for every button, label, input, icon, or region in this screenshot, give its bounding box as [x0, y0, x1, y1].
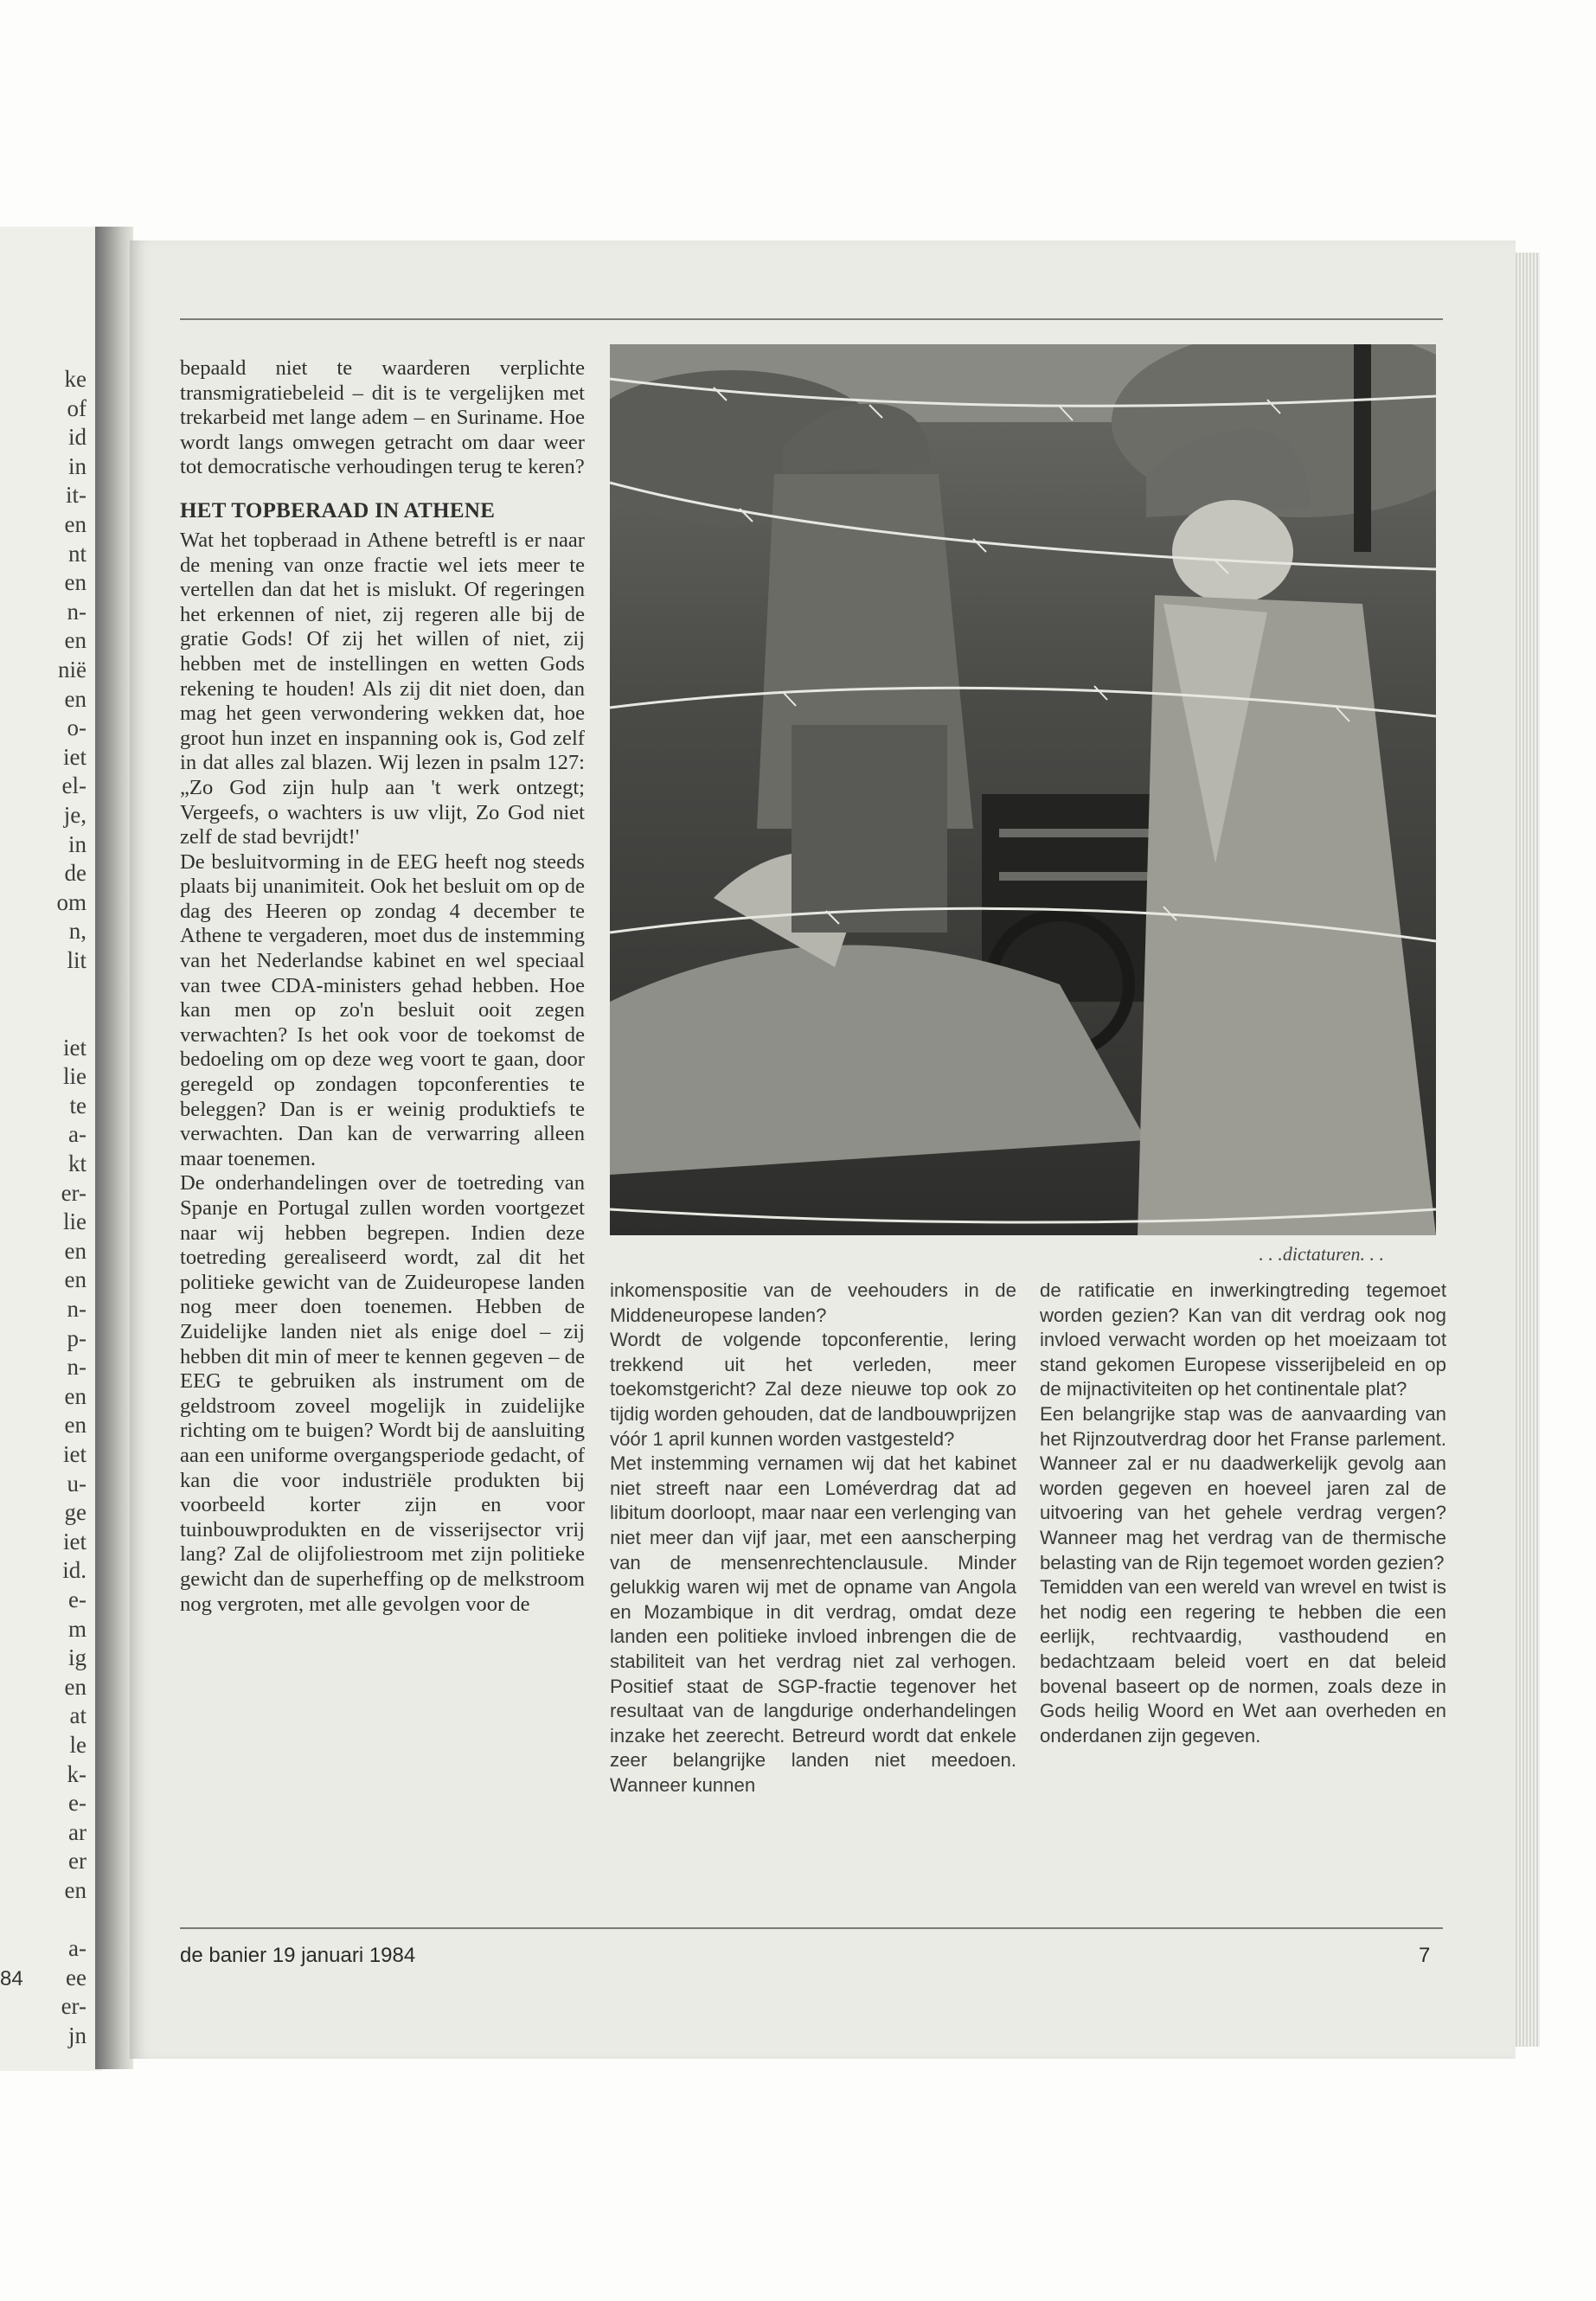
previous-page-fragment: er-: [61, 1993, 87, 2020]
previous-page-fragment: er: [68, 1848, 87, 1875]
previous-page-text-fragments: [56, 365, 87, 2050]
previous-page-fragment: ge: [64, 1499, 87, 1526]
previous-page-fragment: id: [67, 424, 87, 451]
previous-page-fragment: le: [69, 1731, 87, 1758]
previous-page-fragment: nt: [67, 540, 87, 567]
previous-page-fragment: en: [64, 1673, 87, 1700]
section-heading: HET TOPBERAAD IN ATHENE: [180, 498, 496, 522]
mid-paragraph-1: inkomenspositie van de veehouders in de Middeneuropese landen?: [610, 1279, 1016, 1326]
photo-illustration: [610, 344, 1436, 1235]
previous-page-fragment: it-: [66, 482, 87, 509]
previous-page-fragment: in: [67, 452, 87, 479]
previous-page-fragment: kt: [67, 1150, 87, 1177]
previous-page-fragment: a-: [68, 1121, 87, 1148]
previous-page-fragment: iet: [63, 1528, 87, 1554]
photo-soldiers-barbed-wire: [610, 344, 1436, 1235]
bottom-rule: [180, 1927, 1443, 1929]
left-paragraph-2: De besluitvorming in de EEG heeft nog steeds plaats bij unanimiteit. Ook het besluit om op de dag des Heeren op zondag 4 december te Athene te vergaderen, moet dus de instemming van het Nederlandse kabinet en wel speciaal van twee CDA-ministers gehad hebben. Hoe kan men op zo'n besluit ooit zegen verwachten? Is het ook voor de toekomst de bedoeling om op deze weg voort te gaan, door geregeld op zondagen topconferenties te beleggen? Dan is er weinig produktiefs te verwachten. Dan kan de verwarring alleen maar toenemen.: [180, 849, 585, 1170]
previous-page-fragment: e-: [68, 1586, 87, 1612]
right-paragraph-2: Een belangrijke stap was de aanvaarding van het Rijnzoutverdrag door het Franse parlement. Wanneer zal er nu daadwerkelijk gevolg aan worden gegeven en hoeveel jaren zal de uitvoering van het gehele verdrag vergen? Wanneer mag het verdrag van de thermische belasting van de Rijn tegemoet worden gezien?: [1040, 1402, 1446, 1574]
previous-page-strip: [0, 227, 102, 2071]
right-paragraph-3: Temidden van een wereld van wrevel en twist is het nodig een regering te hebben die een eerlijk, rechtvaardig, vasthoudend en bedachtzaam beleid voert en dat beleid bovenal baseert op de normen, zoals deze in Gods heilig Woord en Wet aan overheden en onderdanen zijn gegeven.: [1040, 1576, 1446, 1747]
previous-page-fragment: n-: [67, 1296, 87, 1322]
previous-page-fragment: o-: [67, 715, 87, 741]
previous-page-fragment: er-: [61, 1179, 87, 1206]
previous-page-fragment: iet: [63, 743, 87, 770]
previous-page-number: 84: [0, 1967, 23, 1990]
top-rule: [180, 318, 1443, 320]
previous-page-fragment: u-: [67, 1470, 87, 1497]
article-intro-paragraph: bepaald niet te waarderen verplichte transmigratiebeleid – dit is te vergelijken met trekarbeid met lange adem – en Suriname. Hoe wordt langs omwegen getracht om daar weer tot democratische verhoudingen terug te keren?: [180, 356, 585, 479]
previous-page-fragment: at: [69, 1702, 87, 1729]
previous-page-fragment: lit: [67, 946, 87, 973]
previous-page-fragment: ke: [64, 366, 87, 392]
previous-page-fragment: en: [64, 1266, 87, 1293]
previous-page-fragment: de: [64, 860, 87, 887]
previous-page-fragment: a-: [68, 1935, 87, 1962]
previous-page-fragment: ar: [68, 1818, 87, 1845]
previous-page-fragment: en: [64, 569, 87, 596]
previous-page-fragment: of: [67, 394, 87, 421]
previous-page-fragment: e-: [68, 1790, 87, 1817]
article-column-middle: [610, 1279, 1016, 1798]
book-binding-gutter: [95, 227, 133, 2069]
previous-page-fragment: iet: [63, 1034, 87, 1061]
previous-page-fragment: nië: [58, 656, 87, 683]
previous-page-fragment: en: [64, 1412, 87, 1439]
page-stack-edge: [1516, 253, 1540, 2047]
previous-page-fragment: om: [56, 888, 87, 915]
previous-page-fragment: en: [64, 1876, 87, 1903]
previous-page-fragment: lie: [63, 1208, 87, 1235]
previous-page-fragment: in: [67, 830, 87, 857]
left-paragraph-1: Wat het topberaad in Athene betreftl is er naar de mening van onze fractie wel iets meer te vertellen dan dat het is mislukt. Of regeringen het erkennen of niet, zij regeren alle bij de gratie Gods! Of zij het willen of niet, zij hebben met de instellingen en wetten Gods rekening te houden! Als zij dit niet doen, dan mag het geen verwondering wekken dat, hoe groot hun inzet en inspanning ook is, God zelf in dat alles zal blazen. Wij lezen in psalm 127: „Zo God zijn hulp aan 't werk ontzegt; Vergeefs, o wachters is uw vlijt, Zo God niet zelf de stad bevrijdt!': [180, 528, 585, 849]
previous-page-fragment: m: [67, 1615, 87, 1642]
previous-page-fragment: lie: [63, 1063, 87, 1090]
right-paragraph-1: de ratificatie en inwerkingtreding tegemoet worden gezien? Kan van dit verdrag ook nog invloed verwacht worden op het moeizaam tot stand gekomen Europese visserijbeleid en op de mijnactiviteiten op het continentale plat?: [1040, 1279, 1446, 1400]
previous-page-fragment: n-: [67, 1354, 87, 1381]
previous-page-fragment: [56, 1905, 87, 1934]
previous-page-fragment: en: [64, 510, 87, 537]
previous-page-fragment: ee: [66, 1964, 87, 1990]
previous-page-fragment: [56, 1004, 87, 1034]
previous-page-fragment: [56, 975, 87, 1004]
previous-page-fragment: el-: [61, 772, 87, 799]
photo-caption: . . .dictaturen. . .: [1259, 1243, 1384, 1265]
footer-publication: de banier 19 januari 1984: [180, 1944, 416, 1967]
left-paragraph-3: De onderhandelingen over de toetreding van Spanje en Portugal zullen worden voortgezet naar wij hebben begrepen. Indien deze toetreding gerealiseerd wordt, zal dit het politieke gewicht van de Zuideuropese landen nog meer doen toenemen. Hebben de Zuidelijke landen niet als enige doel – zij hebben dit min of meer te kennen gegeven – de EEG te gebruiken als instrument om de geldstroom zoveel mogelijk in zuidelijke richting om te buigen? Wordt bij de aansluiting aan een uniforme overgangsperiode gedacht, of kan die voor industriële produkten bij voorbeeld korter zijn en voor tuinbouwprodukten en de visserijsector vrij lang? Zal de olijfoliestroom met zijn politieke gewicht dan de superheffing op de melkstroom nog vergroten, met alle gevolgen voor de: [180, 1171, 585, 1616]
footer-page-number: 7: [1419, 1944, 1431, 1967]
article-column-left: [180, 356, 585, 1617]
previous-page-fragment: n-: [67, 598, 87, 625]
previous-page-fragment: id.: [62, 1557, 87, 1584]
previous-page-fragment: en: [64, 1382, 87, 1409]
previous-page-fragment: p-: [67, 1324, 87, 1351]
previous-page-fragment: k-: [67, 1760, 87, 1787]
article-column-right: [1040, 1279, 1446, 1748]
previous-page-fragment: en: [64, 627, 87, 654]
mid-paragraph-3: Met instemming vernamen wij dat het kabinet niet streeft naar een Loméverdrag dat ad libitum doorloopt, maar naar een verlenging van niet meer dan vijf jaar, met een aanscherping van de mensenrechtenclausule. Minder gelukkig waren wij met de opname van Angola en Mozambique in dit verdrag, omdat deze landen een politieke invloed inbrengen die de stabiliteit van het verdrag niet zal verhogen. Positief staat de SGP-fractie tegenover het resultaat van de langdurige onderhandelingen inzake het zeerecht. Betreurd wordt dat enkele zeer belangrijke landen niet meedoen. Wanneer kunnen: [610, 1452, 1016, 1796]
previous-page-fragment: ig: [67, 1644, 87, 1671]
previous-page-fragment: en: [64, 1237, 87, 1264]
previous-page-fragment: te: [69, 1092, 87, 1118]
previous-page-fragment: n,: [68, 918, 87, 945]
previous-page-fragment: jn: [67, 2022, 87, 2048]
mid-paragraph-2: Wordt de volgende topconferentie, lering trekkend uit het verleden, meer toekomstgericht? Zal deze nieuwe top ook zo tijdig worden gehouden, dat de landbouwprijzen vóór 1 april kunnen worden vastgesteld?: [610, 1329, 1016, 1450]
previous-page-fragment: je,: [63, 801, 87, 828]
previous-page-fragment: iet: [63, 1440, 87, 1467]
previous-page-fragment: en: [64, 685, 87, 712]
